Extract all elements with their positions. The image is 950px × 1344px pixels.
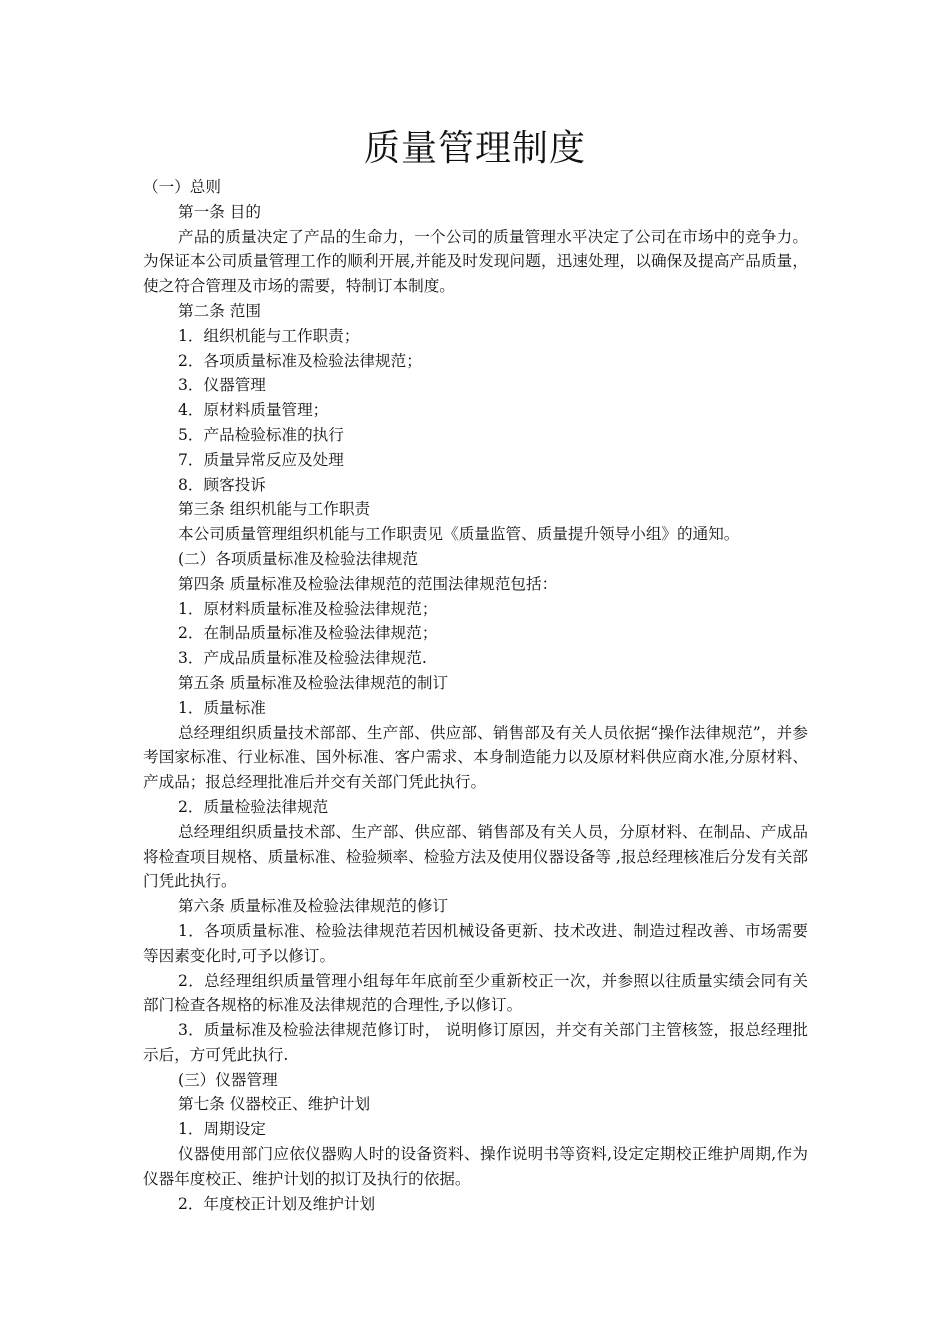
body-paragraph: 总经理组织质量技术部部、生产部、供应部、销售部及有关人员依据“操作法律规范”，并参考国家标准、行业标准、国外标准、客户需求、本身制造能力以及原材料供应商水准,分原材料、产成品；报总经理批准后并交有关部门凭此执行。 bbox=[143, 723, 808, 792]
body-paragraph: 2．总经理组织质量管理小组每年年底前至少重新校正一次，并参照以往质量实绩会同有关部门检查各规格的标准及法律规范的合理性,予以修订。 bbox=[143, 971, 808, 1015]
body-paragraph: 仪器使用部门应依仪器购人时的设备资料、操作说明书等资料,设定定期校正维护周期,作为仪器年度校正、维护计划的拟订及执行的依据。 bbox=[143, 1145, 808, 1188]
document-title: 质量管理制度 bbox=[363, 128, 586, 169]
article-heading: 第三条 组织机能与工作职责 bbox=[178, 500, 371, 519]
list-item: 2．质量检验法律规范 bbox=[178, 797, 329, 816]
list-item: 2．各项质量标准及检验法律规范； bbox=[178, 351, 422, 370]
list-item: 2．在制品质量标准及检验法律规范； bbox=[178, 624, 438, 643]
list-item: 4．原材料质量管理； bbox=[178, 401, 329, 420]
list-item: 2．年度校正计划及维护计划 bbox=[178, 1194, 376, 1213]
list-item: 1．原材料质量标准及检验法律规范； bbox=[178, 599, 438, 618]
list-item: 3．产成品质量标准及检验法律规范. bbox=[178, 649, 427, 668]
article-heading: 第五条 质量标准及检验法律规范的制订 bbox=[178, 673, 449, 692]
list-item: 7．质量异常反应及处理 bbox=[178, 450, 344, 469]
list-item: 8．顾客投诉 bbox=[178, 475, 266, 494]
body-paragraph: 总经理组织质量技术部、生产部、供应部、销售部及有关人员，分原材料、在制品、产成品将检查项目规格、质量标准、检验频率、检验方法及使用仪器设备等 ,报总经理核准后分发有关部门凭此执行。 bbox=[143, 822, 808, 891]
list-item: 5．产品检验标准的执行 bbox=[178, 425, 344, 444]
article-heading: 第一条 目的 bbox=[178, 202, 261, 221]
article-heading: 第四条 质量标准及检验法律规范的范围法律规范包括： bbox=[178, 574, 558, 593]
section-heading: (二）各项质量标准及检验法律规范 bbox=[178, 549, 418, 568]
list-item: 1．周期设定 bbox=[178, 1120, 266, 1139]
body-paragraph: 3．质量标准及检验法律规范修订时， 说明修订原因，并交有关部门主管核签，报总经理批示后，方可凭此执行. bbox=[143, 1021, 808, 1064]
article-heading: 第六条 质量标准及检验法律规范的修订 bbox=[178, 897, 449, 916]
list-item: 1．组织机能与工作职责； bbox=[178, 326, 360, 345]
body-paragraph: 产品的质量决定了产品的生命力，一个公司的质量管理水平决定了公司在市场中的竞争力。为保证本公司质量管理工作的顺利开展,并能及时发现问题，迅速处理，以确保及提高产品质量，使之符合管理及市场的需要，特制订本制度。 bbox=[143, 227, 808, 296]
body-paragraph: 本公司质量管理组织机能与工作职责见《质量监管、质量提升领导小组》的通知。 bbox=[178, 525, 740, 544]
list-item: 3．仪器管理 bbox=[178, 376, 266, 395]
body-paragraph: 1．各项质量标准、检验法律规范若因机械设备更新、技术改进、制造过程改善、市场需要等因素变化时,可予以修订。 bbox=[143, 921, 808, 965]
document-body bbox=[143, 175, 808, 1216]
section-heading: (三）仪器管理 bbox=[178, 1070, 278, 1089]
section-heading: （一）总则 bbox=[143, 178, 221, 196]
article-heading: 第七条 仪器校正、维护计划 bbox=[178, 1095, 371, 1114]
list-item: 1．质量标准 bbox=[178, 698, 266, 717]
article-heading: 第二条 范围 bbox=[178, 301, 261, 320]
